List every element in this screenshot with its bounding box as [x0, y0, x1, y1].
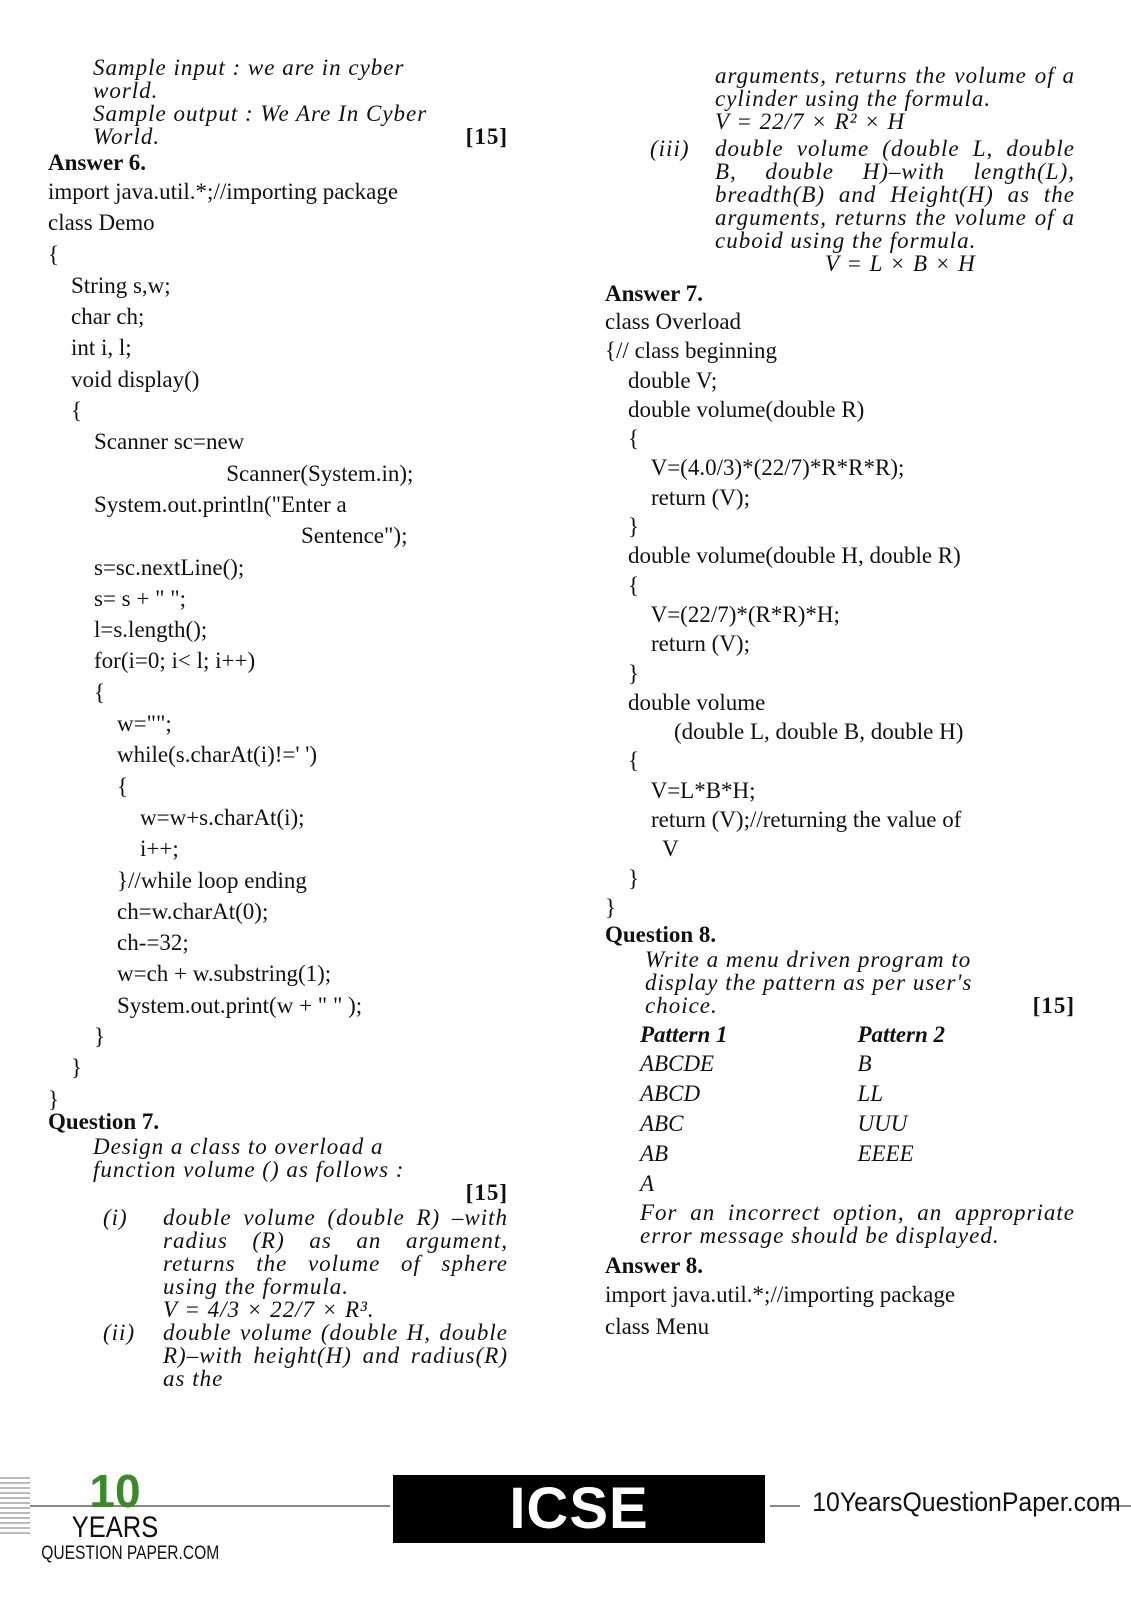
- code-line: {: [48, 241, 60, 267]
- logo-number: 10: [89, 1465, 141, 1517]
- code-line: double volume(double R): [605, 396, 865, 422]
- code-line: class Menu: [605, 1313, 710, 1339]
- answer-7-heading: Answer 7.: [605, 281, 703, 306]
- code-line: System.out.println("Enter a: [48, 491, 347, 517]
- code-line: {: [605, 426, 640, 452]
- code-line: }: [48, 1024, 106, 1050]
- right-column: [605, 64, 1075, 1342]
- question-8-note: For an incorrect option, an appropriate error message should be displayed.: [640, 1200, 1075, 1249]
- question-7-text-2: function volume () as follows :: [93, 1156, 405, 1182]
- pattern-2-row: UUU: [857, 1111, 908, 1137]
- answer-6-code: [48, 176, 508, 1115]
- question-8-text-2: display the pattern as per user's: [645, 970, 973, 996]
- code-line: w=w+s.charAt(i);: [48, 804, 305, 830]
- code-line: int i, l;: [48, 335, 132, 361]
- q7-marks: [15]: [465, 1179, 508, 1205]
- site-logo[interactable]: [25, 1465, 220, 1565]
- code-line: s=sc.nextLine();: [48, 554, 245, 580]
- code-line: Scanner(System.in);: [48, 460, 414, 486]
- code-line: V=(4.0/3)*(22/7)*R*R*R);: [605, 455, 905, 481]
- code-line: String s,w;: [48, 272, 171, 298]
- q7-option-3-formula: V = L × B × H: [825, 251, 976, 276]
- q8-marks: [15]: [1032, 993, 1075, 1019]
- code-line: Sentence");: [48, 523, 408, 549]
- q7-option-3-text: double volume (double L, double B, double H)–with length(L), breadth(B) and Height(H) as the arguments, returns the volume of a cuboid using the formula.: [715, 136, 1075, 253]
- logo-years: YEARS: [71, 1511, 159, 1544]
- board-banner: ICSE BOARD X: [393, 1475, 765, 1543]
- code-line: return (V);//returning the value of: [605, 807, 962, 833]
- sample-output-line-1: Sample output : We Are In Cyber: [93, 101, 428, 126]
- code-line: import java.util.*;//importing package: [48, 179, 399, 204]
- code-line: ch=w.charAt(0);: [48, 898, 269, 924]
- code-line: Scanner sc=new: [48, 429, 245, 455]
- question-7-text-1: Design a class to overload a: [93, 1133, 384, 1159]
- pattern-2-row: EEEE: [857, 1141, 914, 1167]
- sample-input-line-1: Sample input : we are in cyber: [93, 55, 405, 80]
- answer-8-heading: Answer 8.: [605, 1253, 703, 1279]
- code-line: double volume(double H, double R): [605, 543, 961, 569]
- question-8-text-3: choice.: [645, 993, 718, 1019]
- code-line: w=ch + w.substring(1);: [48, 961, 332, 987]
- code-line: double volume: [605, 689, 766, 715]
- pattern-2-title: Pattern 2: [857, 1022, 946, 1048]
- q7-option-1-text: double volume (double R) –with radius (R) as an argument, returns the volume of sphere using the formula.: [163, 1204, 508, 1299]
- answer-6-heading: Answer 6.: [48, 150, 146, 175]
- pattern-2-row: LL: [857, 1081, 884, 1107]
- code-line: {: [605, 748, 640, 774]
- footer-divider: [770, 1505, 800, 1507]
- q7-option-2-number: (ii): [103, 1319, 136, 1345]
- pattern-1-row: ABC: [640, 1111, 684, 1137]
- code-line: while(s.charAt(i)!=' '): [48, 742, 318, 768]
- answer-8-code: [605, 1279, 1075, 1342]
- code-line: }: [605, 660, 640, 686]
- code-line: V=L*B*H;: [605, 777, 756, 803]
- logo-subtitle: QUESTION PAPER.COM: [41, 1543, 220, 1564]
- answer-7-code: [605, 307, 1075, 922]
- pattern-2-row: B: [857, 1051, 872, 1077]
- q7-option-2-text: double volume (double H, double R)–with height(H) and radius(R) as the: [163, 1319, 508, 1391]
- left-column: [48, 56, 508, 1390]
- code-line: {: [48, 398, 83, 424]
- code-line: w="";: [48, 711, 172, 737]
- code-line: {: [605, 572, 640, 598]
- code-line: {: [48, 773, 129, 799]
- page-footer: [0, 1455, 1131, 1609]
- sample-block: [93, 56, 508, 148]
- code-line: }//while loop ending: [48, 867, 307, 893]
- code-line: }: [48, 1055, 83, 1081]
- code-line: void display(): [48, 366, 200, 392]
- q7-option-1-number: (i): [103, 1204, 128, 1230]
- pattern-1-title: Pattern 1: [640, 1022, 728, 1048]
- question-7-heading: Question 7.: [48, 1108, 160, 1134]
- q7-option-2-formula: V = 22/7 × R² × H: [715, 109, 906, 134]
- code-line: import java.util.*;//importing package: [605, 1282, 956, 1308]
- code-line: }: [605, 894, 617, 920]
- q7-option-2-continued: arguments, returns the volume of a cylinder using the formula.: [715, 63, 1075, 111]
- code-line: i++;: [48, 836, 179, 862]
- pattern-1-row: ABCDE: [640, 1051, 715, 1077]
- code-line: V: [605, 836, 679, 862]
- pattern-1-row: AB: [640, 1141, 669, 1167]
- code-line: {: [48, 679, 106, 705]
- code-line: class Overload: [605, 309, 742, 334]
- code-line: }: [605, 865, 640, 891]
- pattern-2-column: [858, 1021, 1076, 1199]
- code-line: class Demo: [48, 210, 155, 236]
- code-line: for(i=0; i< l; i++): [48, 648, 256, 674]
- q7-option-3-number: (iii): [650, 136, 690, 161]
- sample-output-line-2: World.: [93, 124, 161, 149]
- code-line: return (V);: [605, 484, 750, 510]
- pattern-table: [640, 1021, 1075, 1199]
- q7-option-1-formula: V = 4/3 × 22/7 × R³.: [163, 1296, 375, 1322]
- code-line: return (V);: [605, 631, 750, 657]
- question-8-heading: Question 8.: [605, 922, 717, 948]
- pattern-1-row: ABCD: [640, 1081, 701, 1107]
- site-url-link[interactable]: 10YearsQuestionPaper.com: [812, 1487, 1121, 1517]
- sample-input-line-2: world.: [93, 78, 159, 103]
- code-line: }: [48, 1086, 60, 1112]
- question-8-text-1: Write a menu driven program to: [645, 947, 972, 973]
- code-line: s= s + " ";: [48, 585, 187, 611]
- code-line: ch-=32;: [48, 930, 189, 956]
- code-line: {// class beginning: [605, 338, 778, 364]
- code-line: l=s.length();: [48, 617, 208, 643]
- code-line: double V;: [605, 367, 718, 393]
- code-line: char ch;: [48, 304, 145, 330]
- pattern-1-column: [640, 1021, 858, 1199]
- code-line: }: [605, 514, 640, 540]
- q6-marks: [15]: [465, 124, 508, 149]
- code-line: V=(22/7)*(R*R)*H;: [605, 601, 840, 627]
- code-line: (double L, double B, double H): [605, 719, 964, 745]
- code-line: System.out.print(w + " " );: [48, 992, 363, 1018]
- pattern-1-row: A: [640, 1171, 655, 1197]
